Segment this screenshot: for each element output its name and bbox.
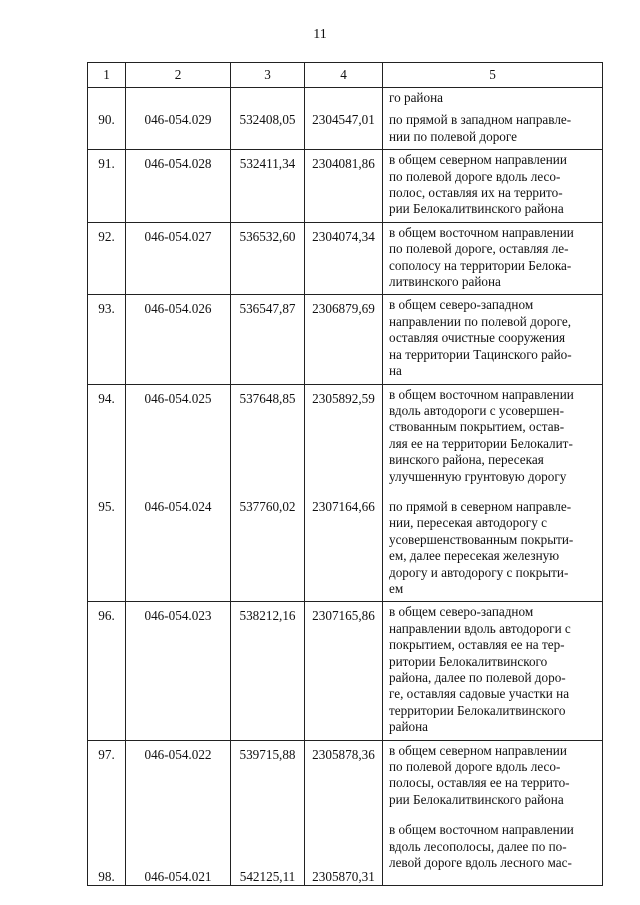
row-code: 046-054.026 xyxy=(144,301,212,317)
cell-col-4 xyxy=(305,295,383,384)
cell-col-1 xyxy=(88,222,126,295)
table-header-row xyxy=(88,63,603,88)
row-x: 537760,02 xyxy=(239,498,296,514)
row-n: 94. xyxy=(98,390,115,406)
row-description: в общем северном направлении по полевой дороге вдоль лесо- полосы, оставляя ее на террито- рии Белокалитвинского района xyxy=(389,742,570,807)
row-y: 2304081,86 xyxy=(312,156,375,172)
row-y: 2305870,31 xyxy=(312,868,375,884)
row-n: 93. xyxy=(98,301,115,317)
cell-col-4 xyxy=(305,740,383,885)
row-x: 539715,88 xyxy=(239,746,296,762)
row-n: 92. xyxy=(98,228,115,244)
row-y: 2305878,36 xyxy=(312,746,375,762)
table-row xyxy=(88,384,603,602)
table-row xyxy=(88,222,603,295)
cell-col-4 xyxy=(305,602,383,740)
cell-col-3 xyxy=(231,384,305,602)
header-col-4: 4 xyxy=(305,63,383,88)
row-code: 046-054.027 xyxy=(144,228,212,244)
row-x: 532408,05 xyxy=(239,112,296,127)
row-n: 90. xyxy=(98,112,115,127)
cell-col-2 xyxy=(126,150,231,223)
cell-col-1 xyxy=(88,602,126,740)
cell-col-1 xyxy=(88,295,126,384)
cell-col-2 xyxy=(126,602,231,740)
table-row xyxy=(88,295,603,384)
row-description: в общем северо-западном направлении по полевой дороге, оставляя очистные сооружения на территории Тацинского райо- на xyxy=(389,297,572,379)
page-number: 11 xyxy=(313,27,327,42)
cell-col-4 xyxy=(305,384,383,602)
cell-col-1 xyxy=(88,740,126,885)
cell-col-2 xyxy=(126,88,231,150)
row-code: 046-054.023 xyxy=(144,608,212,624)
row-description: по прямой в северном направле- нии, пересекая автодорогу с усовершенствованным покрыти- ем, далее пересекая железную дорогу и автодорогу с покрыти- ем xyxy=(389,498,574,596)
cell-col-5 xyxy=(383,222,603,295)
row-description: в общем восточном направлении вдоль автодороги с усовершен- ствованным покрытием, остав- ляя ее на территории Белокалит- винского района, пересекая улучшенную грунтовую дорогу xyxy=(389,386,574,484)
cell-col-3 xyxy=(231,222,305,295)
row-x: 538212,16 xyxy=(239,608,296,624)
header-col-1: 1 xyxy=(88,63,126,88)
coordinates-table xyxy=(87,62,603,886)
row-n: 91. xyxy=(98,156,115,172)
header-col-5: 5 xyxy=(383,63,603,88)
cell-col-4 xyxy=(305,88,383,150)
cell-col-1 xyxy=(88,150,126,223)
row-description: в общем северо-западном направлении вдоль автодороги с покрытием, оставляя ее на тер- ритории Белокалитвинского района, далее по полевой доро- ге, оставляя садовые участки на территории Белокалитвинского района xyxy=(389,604,571,735)
row-n: 97. xyxy=(98,746,115,762)
cell-col-5 xyxy=(383,295,603,384)
cell-col-4 xyxy=(305,222,383,295)
table-row xyxy=(88,602,603,740)
row-y: 2304547,01 xyxy=(312,112,375,127)
cell-col-3 xyxy=(231,88,305,150)
row-x: 542125,11 xyxy=(239,868,296,884)
cell-col-1 xyxy=(88,384,126,602)
row-x: 536532,60 xyxy=(239,228,296,244)
table-body xyxy=(88,88,603,886)
row-y: 2307165,86 xyxy=(312,608,375,624)
row-code: 046-054.022 xyxy=(144,746,212,762)
row-description: в общем северном направлении по полевой дороге вдоль лесо- полос, оставляя их на террито- рии Белокалитвинского района xyxy=(389,152,567,217)
cell-col-2 xyxy=(126,384,231,602)
row-y: 2307164,66 xyxy=(312,498,375,514)
row-code: 046-054.024 xyxy=(144,498,212,514)
cell-col-5 xyxy=(383,88,603,150)
row-y: 2304074,34 xyxy=(312,228,375,244)
row-x: 536547,87 xyxy=(239,301,296,317)
row-description: по прямой в западном направле- нии по полевой дороге xyxy=(389,112,572,144)
row-code: 046-054.021 xyxy=(144,868,212,884)
row-x: 537648,85 xyxy=(239,390,296,406)
row-n: 95. xyxy=(98,498,115,514)
cell-col-3 xyxy=(231,602,305,740)
table-row xyxy=(88,740,603,885)
row-n: 96. xyxy=(98,608,115,624)
header-col-2: 2 xyxy=(126,63,231,88)
cell-col-4 xyxy=(305,150,383,223)
cell-col-3 xyxy=(231,740,305,885)
cell-col-1 xyxy=(88,88,126,150)
table-row xyxy=(88,150,603,223)
header-col-3: 3 xyxy=(231,63,305,88)
row-code: 046-054.025 xyxy=(144,390,212,406)
row-x: 532411,34 xyxy=(239,156,296,172)
row-code: 046-054.028 xyxy=(144,156,212,172)
row-code: 046-054.029 xyxy=(144,112,212,127)
row-description: в общем восточном направлении вдоль лесополосы, далее по по- левой дороге вдоль лесного мас- xyxy=(389,822,574,871)
cell-col-2 xyxy=(126,740,231,885)
cell-col-5 xyxy=(383,150,603,223)
cell-col-5 xyxy=(383,384,603,602)
cell-col-2 xyxy=(126,222,231,295)
cell-col-2 xyxy=(126,295,231,384)
continuation-text: го района xyxy=(389,90,443,105)
cell-col-5 xyxy=(383,740,603,885)
table-row xyxy=(88,88,603,150)
row-n: 98. xyxy=(98,868,115,884)
row-description: в общем восточном направлении по полевой дороге, оставляя ле- сополосу на территории Белока- литвинского района xyxy=(389,224,574,290)
row-y: 2305892,59 xyxy=(312,390,375,406)
row-y: 2306879,69 xyxy=(312,301,375,317)
cell-col-3 xyxy=(231,295,305,384)
cell-col-3 xyxy=(231,150,305,223)
cell-col-5 xyxy=(383,602,603,740)
